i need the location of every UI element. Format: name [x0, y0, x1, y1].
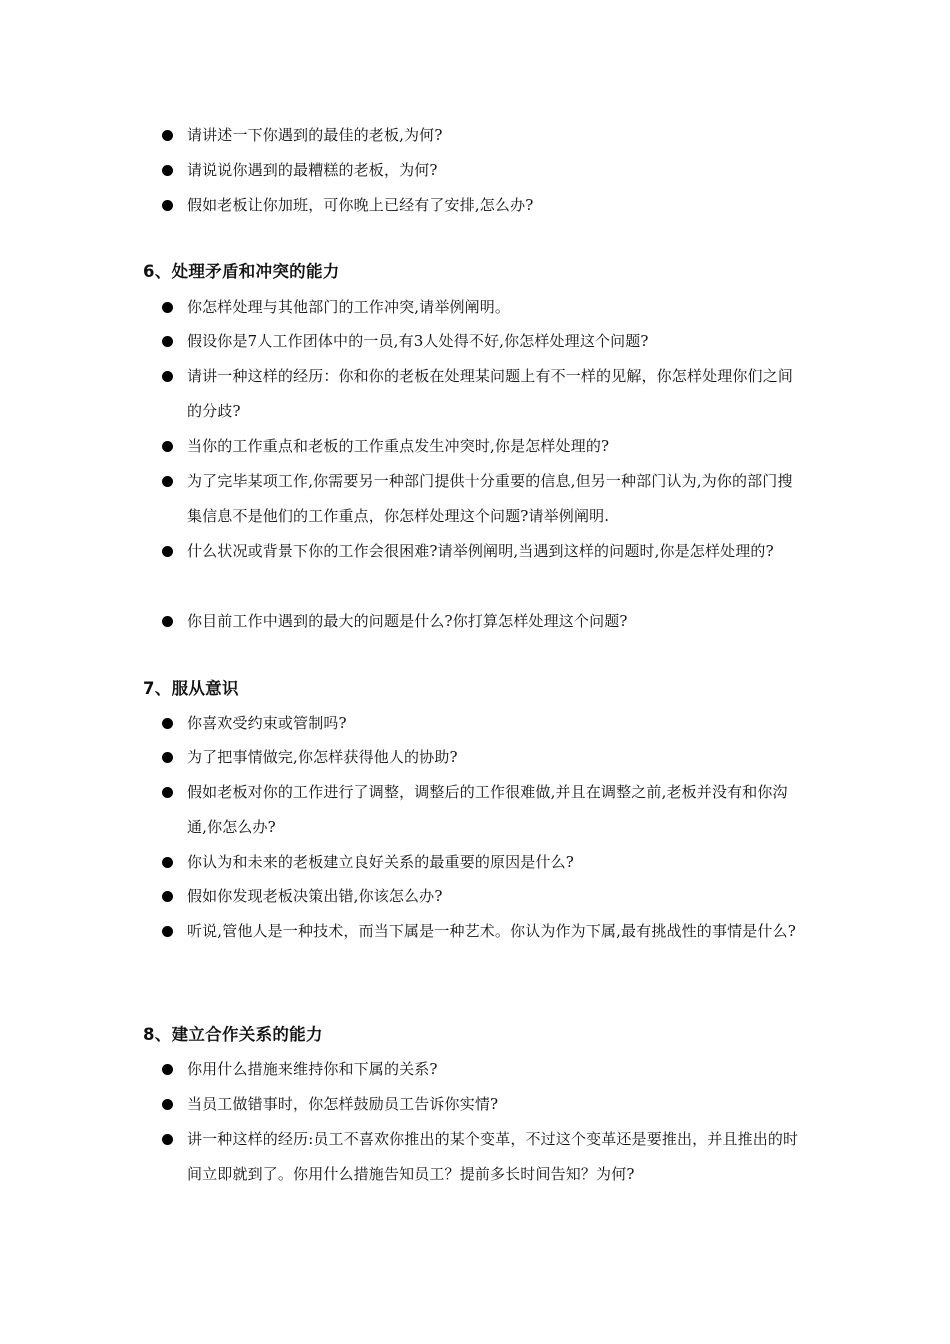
- list-item-text: 什么状况或背景下你的工作会很困难?请举例阐明,当遇到这样的问题时,你是怎样处理的?: [187, 542, 774, 560]
- bullet-icon: [162, 926, 173, 937]
- section-heading: 8、建立合作关系的能力: [143, 1025, 323, 1044]
- list-item-text: 听说,管他人是一种技术，而当下属是一种艺术。你认为作为下属,最有挑战性的事情是什么?: [187, 922, 796, 940]
- section-heading: 7、服从意识: [143, 679, 239, 698]
- bullet-icon: [162, 546, 173, 557]
- section-heading: 6、处理矛盾和冲突的能力: [143, 262, 340, 281]
- bullet-icon: [162, 476, 173, 487]
- list-item-text: 请讲一种这样的经历：你和你的老板在处理某问题上有不一样的见解，你怎样处理你们之间的分歧?: [187, 367, 794, 420]
- list-item-text: 假如你发现老板决策出错,你该怎么办?: [187, 887, 443, 905]
- bullet-icon: [162, 752, 173, 763]
- list-item-text: 你喜欢受约束或管制吗?: [187, 714, 347, 732]
- bullet-icon: [162, 371, 173, 382]
- bullet-icon: [162, 200, 173, 211]
- list-item-text: 假如老板让你加班，可你晚上已经有了安排,怎么办?: [187, 196, 534, 214]
- list-item-text: 请说说你遇到的最糟糕的老板，为何?: [187, 161, 438, 179]
- bullet-icon: [162, 336, 173, 347]
- list-item-text: 你目前工作中遇到的最大的问题是什么?你打算怎样处理这个问题?: [187, 612, 628, 630]
- list-item-text: 当员工做错事时，你怎样鼓励员工告诉你实情?: [187, 1095, 499, 1113]
- bullet-icon: [162, 130, 173, 141]
- bullet-icon: [162, 891, 173, 902]
- bullet-icon: [162, 1134, 173, 1145]
- bullet-icon: [162, 616, 173, 627]
- bullet-icon: [162, 165, 173, 176]
- list-item-text: 为了完毕某项工作,你需要另一种部门提供十分重要的信息,但另一种部门认为,为你的部门搜集信息不是他们的工作重点，你怎样处理这个问题?请举例阐明.: [187, 472, 793, 525]
- list-item-text: 为了把事情做完,你怎样获得他人的协助?: [187, 748, 458, 766]
- list-item-text: 你怎样处理与其他部门的工作冲突,请举例阐明。: [187, 298, 511, 316]
- bullet-icon: [162, 1064, 173, 1075]
- list-item-text: 讲一种这样的经历:员工不喜欢你推出的某个变革，不过这个变革还是要推出，并且推出的时间立即就到了。你用什么措施告知员工？提前多长时间告知？为何?: [187, 1130, 799, 1183]
- list-item-text: 请讲述一下你遇到的最佳的老板,为何?: [187, 126, 443, 144]
- list-item-text: 假如老板对你的工作进行了调整，调整后的工作很难做,并且在调整之前,老板并没有和你沟通,你怎么办?: [187, 783, 788, 836]
- bullet-icon: [162, 857, 173, 868]
- bullet-icon: [162, 1099, 173, 1110]
- bullet-icon: [162, 787, 173, 798]
- list-item-text: 你用什么措施来维持你和下属的关系?: [187, 1060, 438, 1078]
- list-item-text: 你认为和未来的老板建立良好关系的最重要的原因是什么?: [187, 853, 574, 871]
- bullet-icon: [162, 441, 173, 452]
- bullet-icon: [162, 302, 173, 313]
- list-item-text: 当你的工作重点和老板的工作重点发生冲突时,你是怎样处理的?: [187, 437, 610, 455]
- list-item-text: 假设你是7人工作团体中的一员,有3人处得不好,你怎样处理这个问题?: [187, 332, 649, 350]
- bullet-icon: [162, 718, 173, 729]
